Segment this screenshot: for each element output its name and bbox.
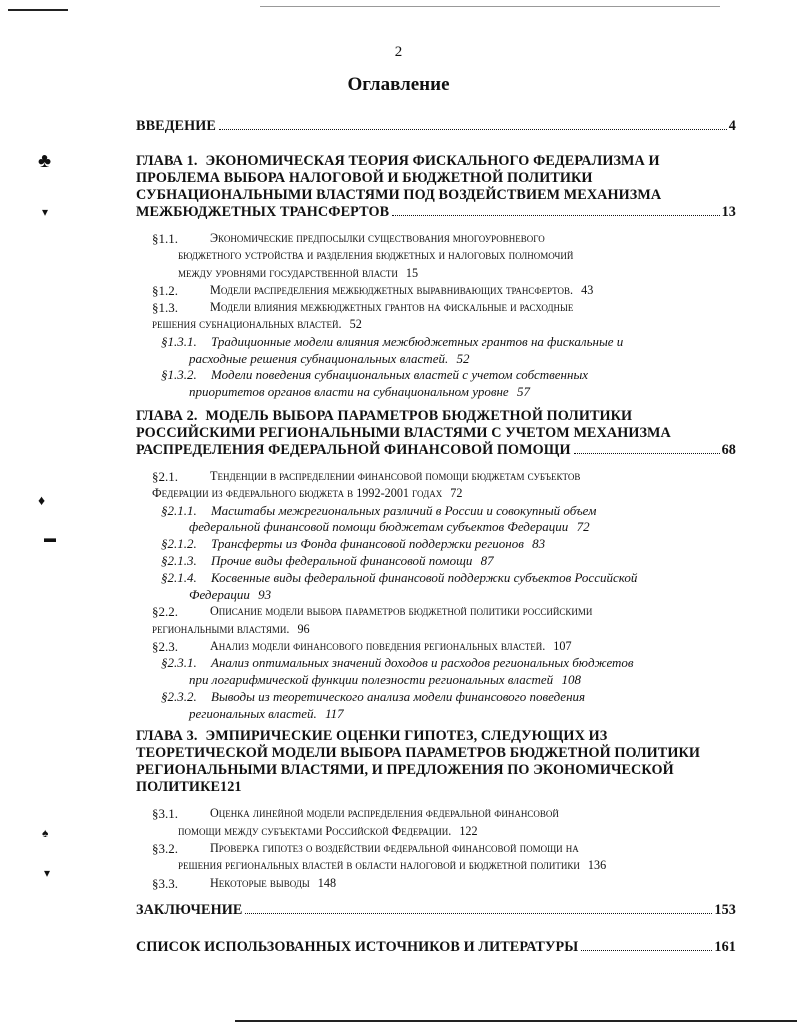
- toc-line: решения субнациональных властей.: [152, 317, 342, 332]
- dot-leader: [581, 950, 712, 951]
- toc-label: ЗАКЛЮЧЕНИЕ: [136, 901, 243, 918]
- toc-page: 13: [721, 204, 736, 220]
- toc-entry-section-2-1[interactable]: [152, 468, 736, 503]
- section-number: §1.3.1.: [161, 333, 197, 349]
- toc-entry-section-2-2[interactable]: [152, 603, 736, 638]
- page-title: Оглавление: [347, 74, 450, 95]
- toc-page: 52: [349, 317, 362, 332]
- toc-line: ЭМПИРИЧЕСКИЕ ОЦЕНКИ ГИПОТЕЗ, СЛЕДУЮЩИХ ИЗ: [205, 728, 608, 745]
- toc-line: ЭКОНОМИЧЕСКАЯ ТЕОРИЯ ФИСКАЛЬНОГО ФЕДЕРАЛИЗМА И: [205, 153, 660, 169]
- toc-line: РЕГИОНАЛЬНЫМИ ВЛАСТЯМИ, И ПРЕДЛОЖЕНИЯ ПО ЭКОНОМИЧЕСКОЙ: [136, 762, 674, 779]
- toc-line: РОССИЙСКИМИ РЕГИОНАЛЬНЫМИ ВЛАСТЯМИ С УЧЕТОМ МЕХАНИЗМА: [136, 424, 671, 441]
- toc-line: СУБНАЦИОНАЛЬНЫМИ ВЛАСТЯМИ ПОД ВОЗДЕЙСТВИЕМ МЕХАНИЗМА: [136, 187, 662, 203]
- scan-mark: ♠: [42, 826, 49, 840]
- toc-entry-chapter-1[interactable]: [136, 153, 736, 221]
- toc-page: 153: [714, 901, 736, 918]
- toc-line: РАСПРЕДЕЛЕНИЯ ФЕДЕРАЛЬНОЙ ФИНАНСОВОЙ ПОМОЩИ: [136, 441, 571, 458]
- toc-line: Федерации: [189, 586, 250, 602]
- toc-entry-section-2-3-1[interactable]: [161, 655, 736, 689]
- toc-line: ПОЛИТИКЕ121: [136, 779, 242, 796]
- toc-line: МОДЕЛЬ ВЫБОРА ПАРАМЕТРОВ БЮДЖЕТНОЙ ПОЛИТИКИ: [205, 407, 633, 424]
- scan-border-bottom: [235, 1020, 797, 1022]
- toc-entry-section-2-3[interactable]: [152, 638, 736, 655]
- toc-line: Анализ модели финансового поведения региональных властей.: [210, 638, 546, 653]
- toc-line: ТЕОРЕТИЧЕСКОЙ МОДЕЛИ ВЫБОРА ПАРАМЕТРОВ БЮДЖЕТНОЙ ПОЛИТИКИ: [136, 745, 700, 762]
- section-number: §2.1.2.: [161, 536, 197, 552]
- page-number: 2: [394, 44, 403, 60]
- scan-mark: ♣: [38, 150, 52, 172]
- toc-entry-section-1-3-1[interactable]: [161, 334, 736, 368]
- toc-line: Прочие виды федеральной финансовой помощи: [211, 552, 473, 568]
- toc-page: 148: [317, 875, 337, 890]
- toc-page: 136: [587, 858, 607, 873]
- toc-page: 87: [480, 552, 494, 568]
- toc-page: 72: [450, 486, 463, 501]
- toc-entry-chapter-2[interactable]: [136, 408, 736, 459]
- toc-line: региональных властей.: [189, 705, 317, 721]
- toc-line: Выводы из теоретического анализа модели финансового поведения: [211, 688, 586, 704]
- toc-entry-sources[interactable]: [136, 939, 736, 956]
- section-number: §3.2.: [152, 841, 178, 857]
- toc-line: при логарифмической функции полезности региональных властей: [189, 672, 554, 688]
- scan-mark: ▬: [44, 531, 56, 545]
- toc-line: Модели поведения субнациональных властей с учетом собственных: [211, 367, 589, 383]
- toc-line: Косвенные виды федеральной финансовой поддержки субъектов Российской: [211, 569, 638, 585]
- toc-line: бюджетного устройства и разделения бюджетных и налоговых полномочий: [178, 248, 574, 263]
- toc-line: решения региональных властей в области налоговой и бюджетной политики: [178, 858, 580, 873]
- toc-line: Масштабы межрегиональных различий в России и совокупный объем: [211, 502, 597, 518]
- chapter-label: ГЛАВА 3.: [136, 728, 198, 745]
- toc-page: 4: [728, 118, 736, 134]
- toc-entry-section-1-2[interactable]: [152, 282, 736, 299]
- toc-page: 122: [459, 823, 478, 838]
- section-number: §3.1.: [152, 806, 178, 822]
- toc-entry-section-3-3[interactable]: [152, 875, 736, 892]
- toc-label: ВВЕДЕНИЕ: [136, 118, 216, 134]
- toc-page: 93: [258, 586, 272, 602]
- toc-entry-section-3-2[interactable]: [152, 840, 736, 875]
- toc-entry-section-2-1-3[interactable]: [161, 553, 736, 570]
- toc-entry-chapter-3[interactable]: [136, 728, 736, 796]
- toc-entry-section-2-1-4[interactable]: [161, 570, 736, 604]
- toc-label: СПИСОК ИСПОЛЬЗОВАННЫХ ИСТОЧНИКОВ И ЛИТЕРАТУРЫ: [136, 938, 579, 955]
- toc-entry-intro[interactable]: [136, 118, 736, 135]
- section-number: §3.3.: [152, 875, 178, 891]
- toc-entry-conclusion[interactable]: [136, 902, 736, 919]
- toc-page: 52: [456, 350, 470, 366]
- toc-line: Модели распределения межбюджетных выравнивающих трансфертов.: [210, 282, 574, 297]
- dot-leader: [245, 913, 712, 914]
- toc-entry-section-2-1-2[interactable]: [161, 536, 736, 553]
- toc-page: 57: [516, 384, 530, 400]
- toc-page: 43: [581, 282, 594, 297]
- toc-line: Традиционные модели влияния межбюджетных грантов на фискальные и: [211, 333, 624, 349]
- toc-line: Федерации из федерального бюджета в 1992-2001 годах: [152, 486, 443, 501]
- toc-line: Трансферты из Фонда финансовой поддержки регионов: [211, 536, 524, 552]
- scan-mark: ▾: [42, 205, 49, 219]
- toc-page: 117: [325, 705, 344, 721]
- chapter-label: ГЛАВА 1.: [136, 153, 198, 169]
- scan-border-top: [260, 6, 720, 7]
- scan-border-top-left: [8, 9, 68, 11]
- toc-page: 15: [405, 265, 419, 280]
- toc-line: МЕЖБЮДЖЕТНЫХ ТРАНСФЕРТОВ: [136, 204, 390, 220]
- dot-leader: [392, 215, 719, 216]
- toc-line: расходные решения субнациональных властей.: [189, 350, 449, 366]
- toc-entry-section-3-1[interactable]: [152, 805, 736, 840]
- toc-line: Описание модели выбора параметров бюджетной политики российскими: [210, 604, 593, 619]
- toc-entry-section-2-1-1[interactable]: [161, 503, 736, 537]
- section-number: §2.1.4.: [161, 569, 197, 585]
- toc-page: 68: [721, 441, 736, 458]
- toc-line: Анализ оптимальных значений доходов и расходов региональных бюджетов: [211, 655, 634, 671]
- section-number: §2.3.: [152, 638, 178, 654]
- toc-page: 96: [297, 621, 310, 636]
- toc-line: Модели влияния межбюджетных грантов на фискальные и расходные: [210, 300, 574, 315]
- scan-mark: ▾: [44, 866, 51, 880]
- section-number: §2.3.1.: [161, 655, 197, 671]
- section-number: §2.3.2.: [161, 688, 197, 704]
- toc-entry-section-1-1[interactable]: [152, 230, 736, 282]
- toc-line: Экономические предпосылки существования многоуровневого: [210, 231, 545, 245]
- section-number: §2.1.1.: [161, 502, 197, 518]
- table-of-contents: [136, 118, 736, 956]
- toc-line: региональными властями.: [152, 621, 290, 636]
- section-number: §1.2.: [152, 282, 178, 298]
- toc-line: между уровнями государственной власти: [178, 265, 398, 280]
- chapter-label: ГЛАВА 2.: [136, 407, 198, 424]
- toc-line: Оценка линейной модели распределения федеральной финансовой: [210, 806, 559, 821]
- toc-line: помощи между субъектами Российской Федерации.: [178, 823, 452, 838]
- toc-page: 107: [553, 638, 572, 653]
- toc-line: Проверка гипотез о воздействии федеральной финансовой помощи на: [210, 841, 579, 856]
- toc-line: ПРОБЛЕМА ВЫБОРА НАЛОГОВОЙ И БЮДЖЕТНОЙ ПОЛИТИКИ: [136, 170, 593, 186]
- section-number: §1.3.: [152, 300, 178, 316]
- section-number: §2.1.3.: [161, 552, 197, 568]
- section-number: §2.1.: [152, 468, 178, 484]
- toc-page: 161: [714, 938, 736, 955]
- toc-line: приоритетов органов власти на субнациональном уровне: [189, 384, 509, 400]
- toc-entry-section-1-3-2[interactable]: [161, 367, 736, 401]
- toc-entry-section-2-3-2[interactable]: [161, 689, 736, 723]
- toc-line: федеральной финансовой помощи бюджетам субъектов Федерации: [189, 519, 569, 535]
- dot-leader: [574, 453, 720, 454]
- toc-line: Тенденции в распределении финансовой помощи бюджетам субъектов: [210, 468, 581, 483]
- toc-entry-section-1-3[interactable]: [152, 299, 736, 334]
- toc-line: Некоторые выводы: [210, 875, 310, 890]
- toc-page: 108: [561, 672, 581, 688]
- dot-leader: [219, 129, 727, 130]
- toc-page: 83: [532, 536, 546, 552]
- toc-page: 72: [576, 519, 590, 535]
- section-number: §1.3.2.: [161, 367, 197, 383]
- section-number: §2.2.: [152, 604, 178, 620]
- section-number: §1.1.: [152, 231, 178, 246]
- scan-mark: ♦: [38, 494, 46, 509]
